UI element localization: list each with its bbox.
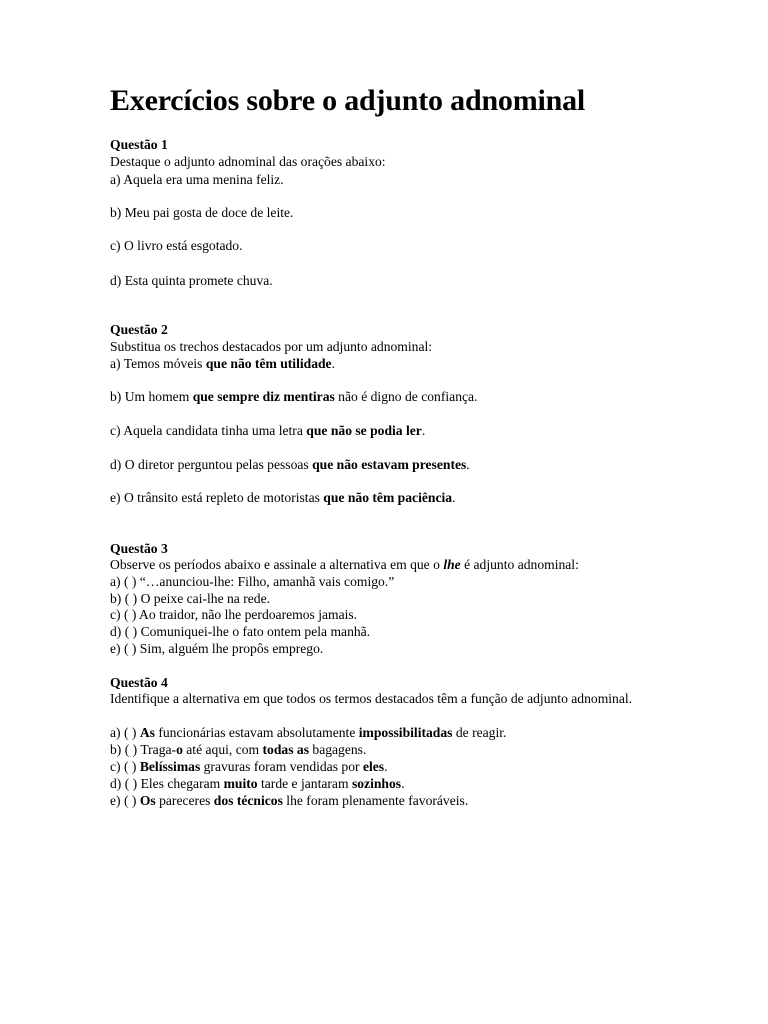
question-2-heading: Questão 2 xyxy=(110,322,168,337)
question-4-option-b[interactable]: b) ( ) Traga-o até aqui, com todas as bagagens. xyxy=(110,742,367,757)
question-4-option-a[interactable]: a) ( ) As funcionárias estavam absolutamente impossibilitadas de reagir. xyxy=(110,725,507,740)
question-3-heading: Questão 3 xyxy=(110,541,168,556)
question-2-item-c: c) Aquela candidata tinha uma letra que não se podia ler. xyxy=(110,423,426,438)
question-2-item-d: d) O diretor perguntou pelas pessoas que não estavam presentes. xyxy=(110,457,470,472)
question-1-item-a: a) Aquela era uma menina feliz. xyxy=(110,172,284,187)
question-2-item-b: b) Um homem que sempre diz mentiras não é digno de confiança. xyxy=(110,389,478,404)
question-1-item-c: c) O livro está esgotado. xyxy=(110,238,243,253)
question-2-prompt: Substitua os trechos destacados por um adjunto adnominal: xyxy=(110,339,433,354)
question-3-option-a[interactable]: a) ( ) “…anunciou-lhe: Filho, amanhã vais comigo.” xyxy=(110,574,395,589)
question-4-heading: Questão 4 xyxy=(110,675,168,690)
question-3-option-e[interactable]: e) ( ) Sim, alguém lhe propôs emprego. xyxy=(110,641,324,656)
question-4-option-c[interactable]: c) ( ) Belíssimas gravuras foram vendidas por eles. xyxy=(110,759,388,774)
question-2-item-a: a) Temos móveis que não têm utilidade. xyxy=(110,356,335,371)
question-1-heading: Questão 1 xyxy=(110,137,168,152)
question-1-item-b: b) Meu pai gosta de doce de leite. xyxy=(110,205,294,220)
question-1-prompt: Destaque o adjunto adnominal das orações abaixo: xyxy=(110,154,386,169)
question-4-option-e[interactable]: e) ( ) Os pareceres dos técnicos lhe foram plenamente favoráveis. xyxy=(110,793,469,808)
question-4-prompt: Identifique a alternativa em que todos os termos destacados têm a função de adjunto adnominal. xyxy=(110,691,633,706)
question-3-option-c[interactable]: c) ( ) Ao traidor, não lhe perdoaremos jamais. xyxy=(110,607,358,622)
page-title: Exercícios sobre o adjunto adnominal xyxy=(110,84,586,117)
question-3-prompt: Observe os períodos abaixo e assinale a alternativa em que o lhe é adjunto adnominal: xyxy=(110,557,579,572)
question-3-option-b[interactable]: b) ( ) O peixe cai-lhe na rede. xyxy=(110,591,271,606)
question-2-item-e: e) O trânsito está repleto de motoristas que não têm paciência. xyxy=(110,490,456,505)
question-3-option-d[interactable]: d) ( ) Comuniquei-lhe o fato ontem pela manhã. xyxy=(110,624,371,639)
question-4-option-d[interactable]: d) ( ) Eles chegaram muito tarde e jantaram sozinhos. xyxy=(110,776,405,791)
question-1-item-d: d) Esta quinta promete chuva. xyxy=(110,273,273,288)
